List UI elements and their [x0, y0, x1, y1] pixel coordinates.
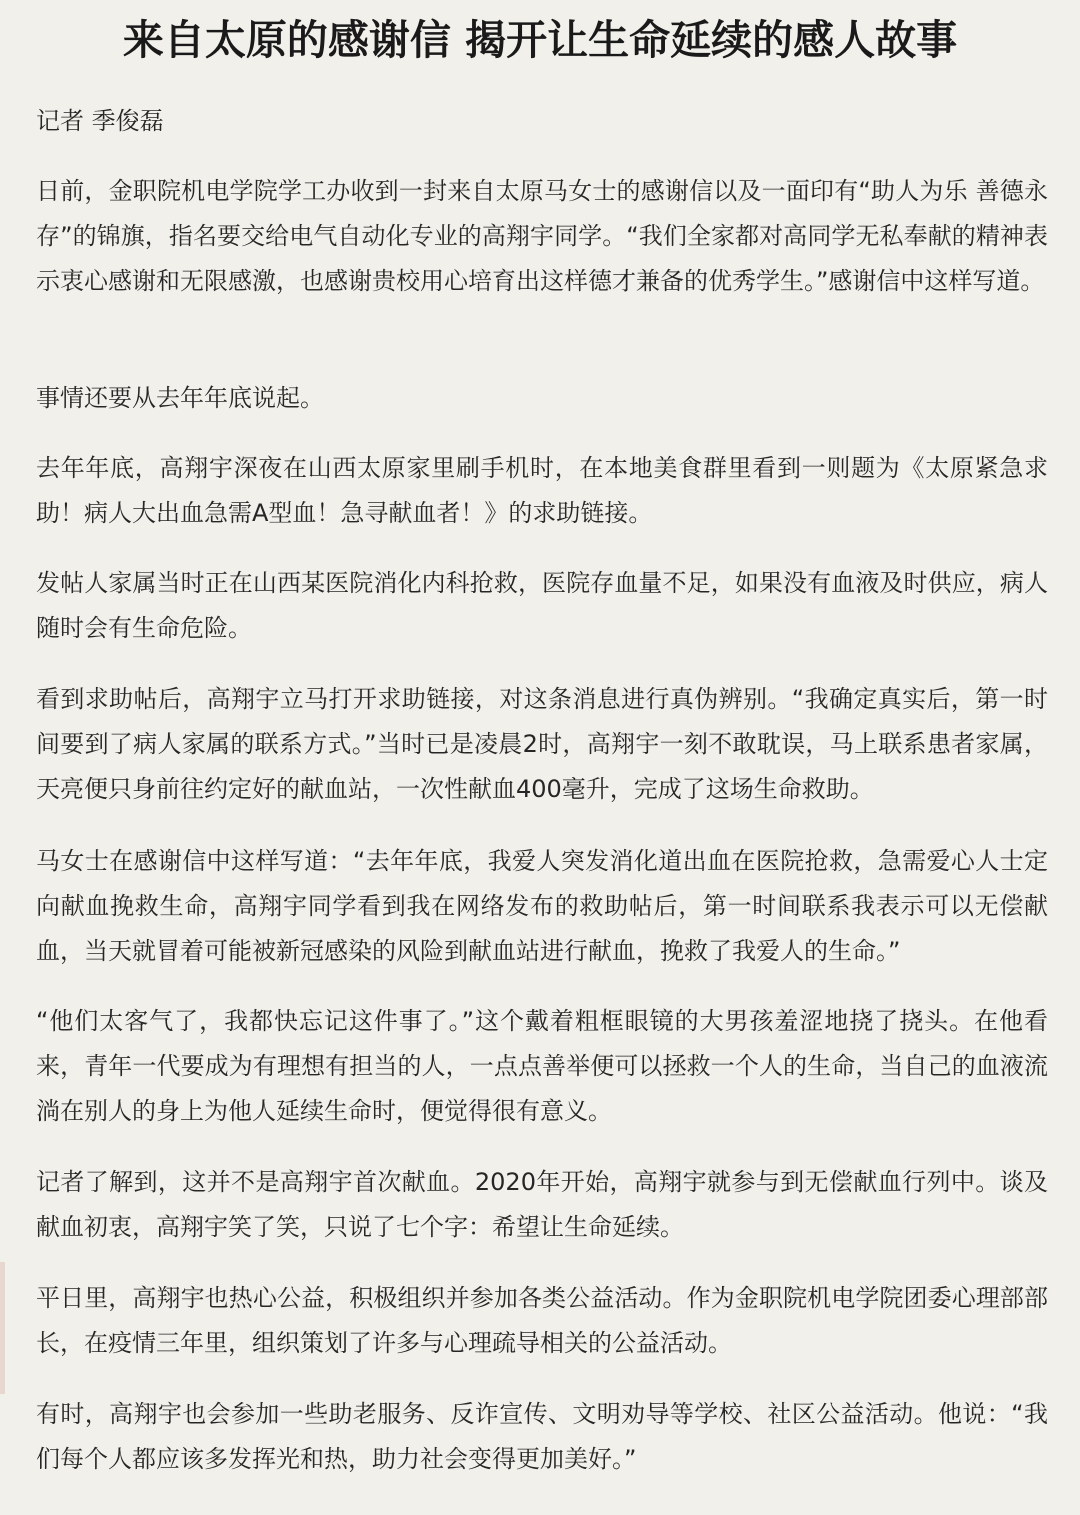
article-title: 来自太原的感谢信 揭开让生命延续的感人故事	[122, 16, 958, 64]
byline: 记者 季俊磊	[36, 107, 164, 135]
paragraph: 有时，高翔宇也会参加一些助老服务、反诈宣传、文明劝导等学校、社区公益活动。他说：“我们每个人都应该多发挥光和热，助力社会变得更加美好。”	[36, 1400, 1048, 1473]
paragraph: 发帖人家属当时正在山西某医院消化内科抢救，医院存血量不足，如果没有血液及时供应，病人随时会有生命危险。	[36, 569, 1048, 642]
paragraph: 日前，金职院机电学院学工办收到一封来自太原马女士的感谢信以及一面印有“助人为乐 善德永存”的锦旗，指名要交给电气自动化专业的高翔宇同学。“我们全家都对高同学无私奉献的精神表示衷心感谢和无限感激，也感谢贵校用心培育出这样德才兼备的优秀学生。”感谢信中这样写道。	[36, 177, 1048, 295]
left-edge-marker	[0, 1262, 5, 1394]
paragraph: 事情还要从去年年底说起。	[36, 384, 324, 412]
paragraph: 去年年底，高翔宇深夜在山西太原家里刷手机时，在本地美食群里看到一则题为《太原紧急求助！病人大出血急需A型血！急寻献血者！》的求助链接。	[36, 454, 1048, 527]
paragraph: 看到求助帖后，高翔宇立马打开求助链接，对这条消息进行真伪辨别。“我确定真实后，第一时间要到了病人家属的联系方式。”当时已是凌晨2时，高翔宇一刻不敢耽误，马上联系患者家属，天亮便只身前往约定好的献血站，一次性献血400毫升，完成了这场生命救助。	[36, 685, 1048, 803]
paragraph: “他们太客气了，我都快忘记这件事了。”这个戴着粗框眼镜的大男孩羞涩地挠了挠头。在他看来，青年一代要成为有理想有担当的人，一点点善举便可以拯救一个人的生命，当自己的血液流淌在别人的身上为他人延续生命时，便觉得很有意义。	[36, 1007, 1048, 1125]
paragraph: 马女士在感谢信中这样写道：“去年年底，我爱人突发消化道出血在医院抢救，急需爱心人士定向献血挽救生命，高翔宇同学看到我在网络发布的救助帖后，第一时间联系我表示可以无偿献血，当天就冒着可能被新冠感染的风险到献血站进行献血，挽救了我爱人的生命。”	[36, 847, 1048, 965]
paragraph: 平日里，高翔宇也热心公益，积极组织并参加各类公益活动。作为金职院机电学院团委心理部部长，在疫情三年里，组织策划了许多与心理疏导相关的公益活动。	[36, 1284, 1048, 1357]
paragraph: 记者了解到，这并不是高翔宇首次献血。2020年开始，高翔宇就参与到无偿献血行列中。谈及献血初衷，高翔宇笑了笑，只说了七个字：希望让生命延续。	[36, 1168, 1048, 1241]
